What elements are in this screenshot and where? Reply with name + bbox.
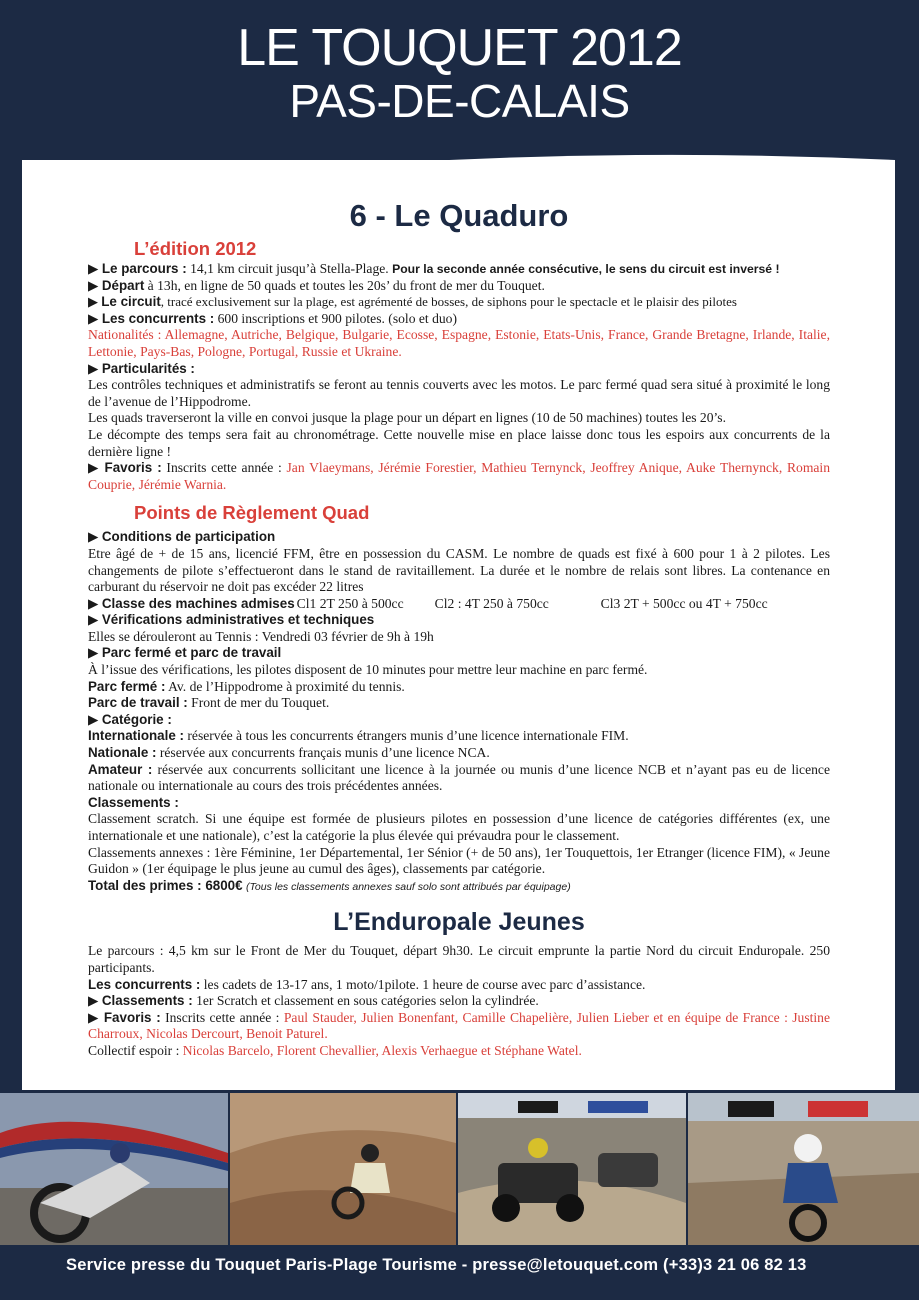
conditions-text: Etre âgé de + de 15 ans, licencié FFM, être en possession du CASM. Le nombre de quads est fixé à 600 pour 1 à 2 pilotes. Les changements de pilote s’effectueront dans le stand de ravitaillement. La durée et le nombre de relais sont libres. La contenance en carburant du réservoir ne doit pas excéder 22 litres [88, 545, 830, 595]
parcours-line: ▶ Le parcours : 14,1 km circuit jusqu’à Stella-Plage. Pour la seconde année consécutive, le sens du circuit est inversé ! [88, 261, 780, 276]
parc-travail-line: Parc de travail : Front de mer du Touquet. [88, 695, 330, 711]
photo-strip [0, 1093, 919, 1245]
photo-moto-jump [0, 1093, 228, 1245]
particularites-p3: Le décompte des temps sera fait au chronométrage. Cette nouvelle mise en place laisse donc tous les espoirs aux concurrents de la dernière ligne ! [88, 426, 830, 459]
document-body [88, 195, 830, 1060]
classements-p2: Classements annexes : 1ère Féminine, 1er Départemental, 1er Sénior (+ de 50 ans), 1er Touquettois, 1er Etranger (licence FIM), « Jeune Guidon » (1er équipage le plus jeune au cumul des âges), classements par catégorie. [88, 844, 830, 877]
verifications-heading: ▶ Vérifications administratives et techniques [88, 612, 375, 628]
parc-text: À l’issue des vérifications, les pilotes disposent de 10 minutes pour mettre leur machine en parc fermé. [88, 662, 648, 678]
footer-contact: Service presse du Touquet Paris-Plage Tourisme - presse@letouquet.com (+33)3 21 06 82 13 [66, 1256, 807, 1274]
amateur-line: Amateur : réservée aux concurrents sollicitant une licence à la journée ou munis d’une licence NCB et n’ayant pas eu de licence nationale ou internationale au cours des trois précédentes années. [88, 761, 830, 794]
particularites-line: ▶ Particularités : [88, 360, 195, 376]
categorie-heading: ▶ Catégorie : [88, 711, 172, 727]
verifications-text: Elles se dérouleront au Tennis : Vendredi 03 février de 9h à 19h [88, 628, 434, 644]
primes-line: Total des primes : 6800€ (Tous les classements annexes sauf solo sont attribués par équipage) [88, 877, 571, 893]
classements-p1: Classement scratch. Si une équipe est formée de plusieurs pilotes en possession d’une licence de catégories différentes (ex, une internationale et une nationale), c’est la catégorie la plus élevée qui prévaudra pour le classement. [88, 811, 830, 843]
nationalites-text: Nationalités : Allemagne, Autriche, Belgique, Bulgarie, Ecosse, Espagne, Estonie, Etats-Unis, France, Grande Bretagne, Irlande, Italie, Lettonie, Pays-Bas, Pologne, Portugal, Russie et Ukraine. [88, 327, 830, 359]
nationale-line: Nationale : réservée aux concurrents français munis d’une licence NCA. [88, 745, 490, 761]
enduropale-classements: ▶ Classements : 1er Scratch et classement en sous catégories selon la cylindrée. [88, 993, 539, 1009]
header-title: LE TOUQUET 2012 [237, 19, 682, 77]
header-subtitle: PAS-DE-CALAIS [289, 75, 630, 127]
photo-moto-dunes [230, 1093, 456, 1245]
photo-quads [458, 1093, 686, 1245]
photo-moto-racer [688, 1093, 919, 1245]
circuit-line: ▶ Le circuit, tracé exclusivement sur la plage, est agrémenté de bosses, de siphons pour le spectacle et le plaisir des pilotes [88, 294, 737, 310]
enduropale-collectif: Collectif espoir : Nicolas Barcelo, Florent Chevallier, Alexis Verhaegue et Stéphane Watel. [88, 1042, 582, 1058]
internationale-line: Internationale : réservée à tous les concurrents étrangers munis d’une licence internationale FIM. [88, 728, 629, 744]
section-heading-edition: L’édition 2012 [134, 238, 257, 259]
enduropale-concurrents: Les concurrents : les cadets de 13-17 ans, 1 moto/1pilote. 1 heure de course avec parc d’assistance. [88, 976, 646, 992]
section-heading-enduropale: L’Enduropale Jeunes [333, 908, 585, 937]
particularites-p2: Les quads traverseront la ville en convoi jusque la plage pour un départ en lignes (10 de 50 machines) toutes les 20’s. [88, 410, 726, 426]
page-title: 6 - Le Quaduro [349, 198, 569, 233]
particularites-p1: Les contrôles techniques et administratifs se feront au tennis couverts avec les motos. Le parc fermé quad sera situé à proximité le long de l’avenue de l’Hippodrome. [88, 377, 830, 409]
section-heading-reglement: Points de Règlement Quad [134, 502, 370, 524]
classe-line: ▶ Classe des machines admises Cl1 2T 250 à 500cc Cl2 : 4T 250 à 750cc Cl3 2T + 500cc ou 4T + 750cc [88, 595, 768, 611]
depart-line: ▶ Départ à 13h, en ligne de 50 quads et toutes les 20s’ du front de mer du Touquet. [88, 277, 545, 293]
parc-ferme-line: Parc fermé : Av. de l’Hippodrome à proximité du tennis. [88, 678, 405, 694]
enduropale-favoris: ▶ Favoris : Inscrits cette année : Paul Stauder, Julien Bonenfant, Camille Chapelière, Julien Lieber et en équipe de France : Justine Charroux, Nicolas Dercourt, Benoit Paturel. [88, 1009, 831, 1042]
favoris-line: ▶ Favoris : Inscrits cette année : Jan Vlaeymans, Jérémie Forestier, Mathieu Ternynck, Jeoffrey Anique, Auke Thernynck, Romain Couprie, Jérémie Warnia. [88, 460, 831, 492]
classements-heading: Classements : [88, 794, 179, 810]
enduropale-parcours: Le parcours : 4,5 km sur le Front de Mer du Touquet, départ 9h30. Le circuit emprunte la partie Nord du circuit Enduropale. 250 participants. [88, 943, 830, 975]
conditions-heading: ▶ Conditions de participation [88, 529, 276, 545]
concurrents-line: ▶ Les concurrents : 600 inscriptions et 900 pilotes. (solo et duo) [88, 310, 458, 326]
parc-heading: ▶ Parc fermé et parc de travail [88, 645, 282, 661]
